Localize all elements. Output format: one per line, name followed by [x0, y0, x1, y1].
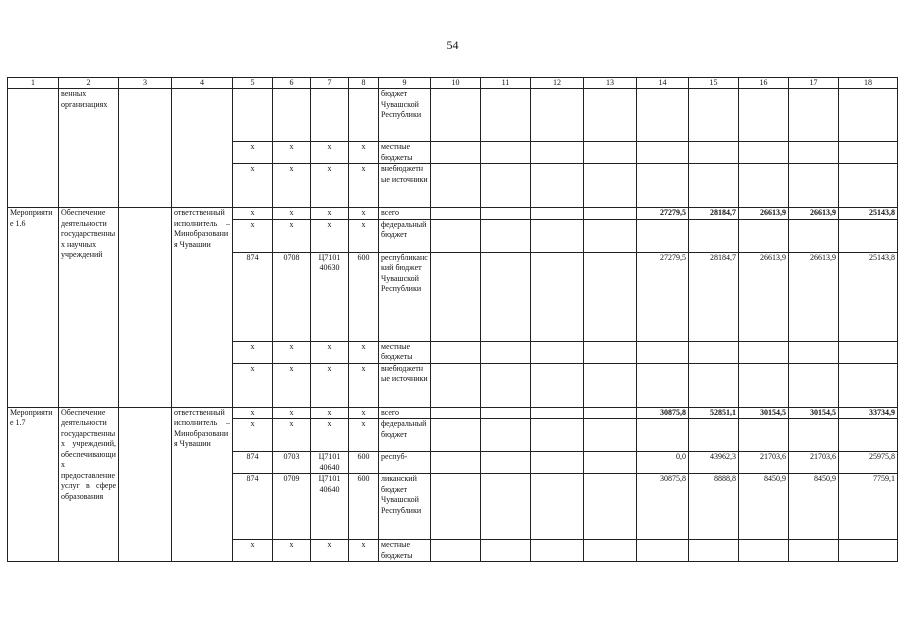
empty-cell: [481, 219, 531, 252]
empty-cell: [789, 89, 839, 142]
empty-cell: [531, 452, 584, 474]
empty-cell: [531, 164, 584, 208]
empty-cell: [637, 540, 689, 562]
kbk-cell: Ц7101 40640: [311, 474, 349, 540]
value-cell: 25143,8: [839, 252, 898, 341]
value-cell: 27279,5: [637, 208, 689, 220]
empty-cell: [584, 474, 637, 540]
kbk-cell: [311, 89, 349, 142]
empty-cell: [531, 208, 584, 220]
source-cell: местные бюджеты: [379, 142, 431, 164]
kbk-cell: x: [349, 341, 379, 363]
empty-cell: [481, 540, 531, 562]
executor-cell: ответственный исполнитель – Минобразования Чувашии: [172, 407, 233, 562]
empty-cell: [584, 89, 637, 142]
kbk-cell: 600: [349, 252, 379, 341]
value-cell: 30154,5: [739, 407, 789, 419]
kbk-cell: x: [311, 208, 349, 220]
empty-cell: [584, 164, 637, 208]
empty-cell: [739, 142, 789, 164]
value-cell: 8888,8: [689, 474, 739, 540]
header-cell: 12: [531, 78, 584, 89]
measure-name-cell: [8, 89, 59, 208]
value-cell: 30875,8: [637, 474, 689, 540]
empty-cell: [584, 208, 637, 220]
empty-cell: [481, 407, 531, 419]
kbk-cell: 600: [349, 452, 379, 474]
measure-title-cell: Обеспечение деятельности государственных научных учреждений: [59, 208, 119, 408]
empty-cell: [481, 474, 531, 540]
kbk-cell: x: [273, 419, 311, 452]
empty-cell: [789, 341, 839, 363]
kbk-cell: x: [349, 142, 379, 164]
empty-cell: [637, 89, 689, 142]
source-cell: федеральный бюджет: [379, 419, 431, 452]
kbk-cell: x: [311, 363, 349, 407]
empty-cell: [689, 164, 739, 208]
measure-name-cell: Мероприятие 1.6: [8, 208, 59, 408]
source-cell: внебюджетные источники: [379, 363, 431, 407]
source-cell: ликанский бюджет Чувашской Республики: [379, 474, 431, 540]
source-cell: респуб-: [379, 452, 431, 474]
value-cell: 43962,3: [689, 452, 739, 474]
empty-cell: [637, 219, 689, 252]
value-cell: 21703,6: [789, 452, 839, 474]
empty-cell: [584, 219, 637, 252]
source-cell: местные бюджеты: [379, 341, 431, 363]
empty-cell: [531, 252, 584, 341]
empty-cell: [739, 89, 789, 142]
table-row: [8, 407, 898, 419]
empty-cell: [637, 142, 689, 164]
empty-cell: [531, 363, 584, 407]
executor-cell: [172, 89, 233, 208]
kbk-cell: x: [233, 540, 273, 562]
empty-cell: [739, 363, 789, 407]
header-cell: 7: [311, 78, 349, 89]
empty-cell: [689, 363, 739, 407]
kbk-cell: 0703: [273, 452, 311, 474]
kbk-cell: x: [273, 164, 311, 208]
kbk-cell: x: [233, 208, 273, 220]
empty-cell: [119, 89, 172, 208]
empty-cell: [789, 219, 839, 252]
kbk-cell: x: [311, 341, 349, 363]
value-cell: 30875,8: [637, 407, 689, 419]
empty-cell: [481, 419, 531, 452]
kbk-cell: [233, 89, 273, 142]
empty-cell: [689, 219, 739, 252]
header-cell: 6: [273, 78, 311, 89]
header-cell: 3: [119, 78, 172, 89]
kbk-cell: x: [349, 164, 379, 208]
empty-cell: [584, 419, 637, 452]
source-cell: внебюджетные источники: [379, 164, 431, 208]
value-cell: 28184,7: [689, 252, 739, 341]
kbk-cell: x: [233, 219, 273, 252]
empty-cell: [431, 419, 481, 452]
empty-cell: [739, 540, 789, 562]
value-cell: 30154,5: [789, 407, 839, 419]
kbk-cell: 0709: [273, 474, 311, 540]
header-cell: 8: [349, 78, 379, 89]
value-cell: 21703,6: [739, 452, 789, 474]
kbk-cell: 874: [233, 252, 273, 341]
kbk-cell: x: [311, 219, 349, 252]
kbk-cell: x: [349, 208, 379, 220]
value-cell: 8450,9: [789, 474, 839, 540]
empty-cell: [789, 540, 839, 562]
empty-cell: [531, 419, 584, 452]
empty-cell: [531, 540, 584, 562]
measure-title-cell: венных организациях: [59, 89, 119, 208]
value-cell: 26613,9: [789, 208, 839, 220]
empty-cell: [481, 164, 531, 208]
empty-cell: [431, 452, 481, 474]
source-cell: федеральный бюджет: [379, 219, 431, 252]
kbk-cell: x: [311, 407, 349, 419]
empty-cell: [739, 219, 789, 252]
source-cell: всего: [379, 407, 431, 419]
empty-cell: [637, 419, 689, 452]
header-cell: 11: [481, 78, 531, 89]
value-cell: 0,0: [637, 452, 689, 474]
empty-cell: [481, 341, 531, 363]
empty-cell: [119, 208, 172, 408]
kbk-cell: x: [311, 419, 349, 452]
empty-cell: [481, 142, 531, 164]
empty-cell: [839, 540, 898, 562]
empty-cell: [637, 341, 689, 363]
empty-cell: [119, 407, 172, 562]
value-cell: 26613,9: [739, 252, 789, 341]
kbk-cell: x: [311, 142, 349, 164]
empty-cell: [689, 419, 739, 452]
value-cell: 25975,8: [839, 452, 898, 474]
empty-cell: [839, 419, 898, 452]
empty-cell: [531, 142, 584, 164]
empty-cell: [584, 540, 637, 562]
empty-cell: [431, 341, 481, 363]
kbk-cell: Ц7101 40630: [311, 252, 349, 341]
empty-cell: [531, 407, 584, 419]
kbk-cell: x: [349, 407, 379, 419]
empty-cell: [584, 452, 637, 474]
empty-cell: [789, 419, 839, 452]
empty-cell: [431, 208, 481, 220]
empty-cell: [637, 363, 689, 407]
kbk-cell: x: [311, 540, 349, 562]
kbk-cell: x: [233, 142, 273, 164]
table-row: [8, 89, 898, 142]
executor-cell: ответственный исполнитель – Минобразования Чувашии: [172, 208, 233, 408]
empty-cell: [584, 341, 637, 363]
header-cell: 5: [233, 78, 273, 89]
empty-cell: [689, 540, 739, 562]
kbk-cell: 0708: [273, 252, 311, 341]
empty-cell: [431, 474, 481, 540]
kbk-cell: Ц7101 40640: [311, 452, 349, 474]
source-cell: республиканский бюджет Чувашской Республики: [379, 252, 431, 341]
value-cell: 26613,9: [739, 208, 789, 220]
empty-cell: [481, 208, 531, 220]
kbk-cell: x: [273, 341, 311, 363]
header-cell: 14: [637, 78, 689, 89]
empty-cell: [431, 540, 481, 562]
empty-cell: [789, 164, 839, 208]
empty-cell: [739, 341, 789, 363]
empty-cell: [431, 219, 481, 252]
kbk-cell: [273, 89, 311, 142]
header-cell: 2: [59, 78, 119, 89]
value-cell: 8450,9: [739, 474, 789, 540]
header-cell: 4: [172, 78, 233, 89]
empty-cell: [431, 252, 481, 341]
empty-cell: [637, 164, 689, 208]
value-cell: 25143,8: [839, 208, 898, 220]
empty-cell: [481, 89, 531, 142]
empty-cell: [839, 142, 898, 164]
kbk-cell: x: [273, 142, 311, 164]
header-cell: 15: [689, 78, 739, 89]
empty-cell: [839, 164, 898, 208]
value-cell: 33734,9: [839, 407, 898, 419]
empty-cell: [689, 89, 739, 142]
empty-cell: [584, 252, 637, 341]
header-cell: 1: [8, 78, 59, 89]
kbk-cell: x: [273, 208, 311, 220]
header-cell: 17: [789, 78, 839, 89]
kbk-cell: x: [349, 540, 379, 562]
value-cell: 7759,1: [839, 474, 898, 540]
empty-cell: [481, 452, 531, 474]
measure-name-cell: Мероприятие 1.7: [8, 407, 59, 562]
kbk-cell: 600: [349, 474, 379, 540]
kbk-cell: x: [349, 363, 379, 407]
header-cell: 9: [379, 78, 431, 89]
empty-cell: [431, 363, 481, 407]
empty-cell: [431, 89, 481, 142]
kbk-cell: 874: [233, 452, 273, 474]
empty-cell: [431, 164, 481, 208]
budget-table: [7, 77, 898, 562]
header-cell: 10: [431, 78, 481, 89]
source-cell: бюджет Чувашской Республики: [379, 89, 431, 142]
kbk-cell: 874: [233, 474, 273, 540]
empty-cell: [689, 341, 739, 363]
empty-cell: [431, 407, 481, 419]
header-cell: 13: [584, 78, 637, 89]
value-cell: 26613,9: [789, 252, 839, 341]
kbk-cell: x: [349, 219, 379, 252]
kbk-cell: x: [233, 363, 273, 407]
empty-cell: [789, 142, 839, 164]
source-cell: всего: [379, 208, 431, 220]
empty-cell: [739, 419, 789, 452]
value-cell: 52851,1: [689, 407, 739, 419]
kbk-cell: x: [233, 341, 273, 363]
empty-cell: [531, 219, 584, 252]
empty-cell: [839, 219, 898, 252]
kbk-cell: x: [349, 419, 379, 452]
empty-cell: [839, 363, 898, 407]
table-row: [8, 208, 898, 220]
source-cell: местные бюджеты: [379, 540, 431, 562]
kbk-cell: x: [273, 540, 311, 562]
kbk-cell: x: [233, 407, 273, 419]
measure-title-cell: Обеспечение деятельности государственных учреждений, обеспечивающих предоставление услуг в сфере образования: [59, 407, 119, 562]
kbk-cell: x: [233, 419, 273, 452]
empty-cell: [481, 363, 531, 407]
empty-cell: [584, 142, 637, 164]
header-cell: 18: [839, 78, 898, 89]
empty-cell: [531, 474, 584, 540]
kbk-cell: x: [273, 363, 311, 407]
page-number: 54: [446, 38, 459, 52]
empty-cell: [584, 363, 637, 407]
empty-cell: [689, 142, 739, 164]
header-cell: 16: [739, 78, 789, 89]
empty-cell: [739, 164, 789, 208]
empty-cell: [789, 363, 839, 407]
empty-cell: [531, 89, 584, 142]
empty-cell: [584, 407, 637, 419]
value-cell: 27279,5: [637, 252, 689, 341]
kbk-cell: x: [273, 219, 311, 252]
empty-cell: [839, 341, 898, 363]
kbk-cell: x: [311, 164, 349, 208]
empty-cell: [481, 252, 531, 341]
value-cell: 28184,7: [689, 208, 739, 220]
empty-cell: [839, 89, 898, 142]
kbk-cell: [349, 89, 379, 142]
kbk-cell: x: [273, 407, 311, 419]
header-row: [8, 78, 898, 89]
empty-cell: [431, 142, 481, 164]
kbk-cell: x: [233, 164, 273, 208]
empty-cell: [531, 341, 584, 363]
